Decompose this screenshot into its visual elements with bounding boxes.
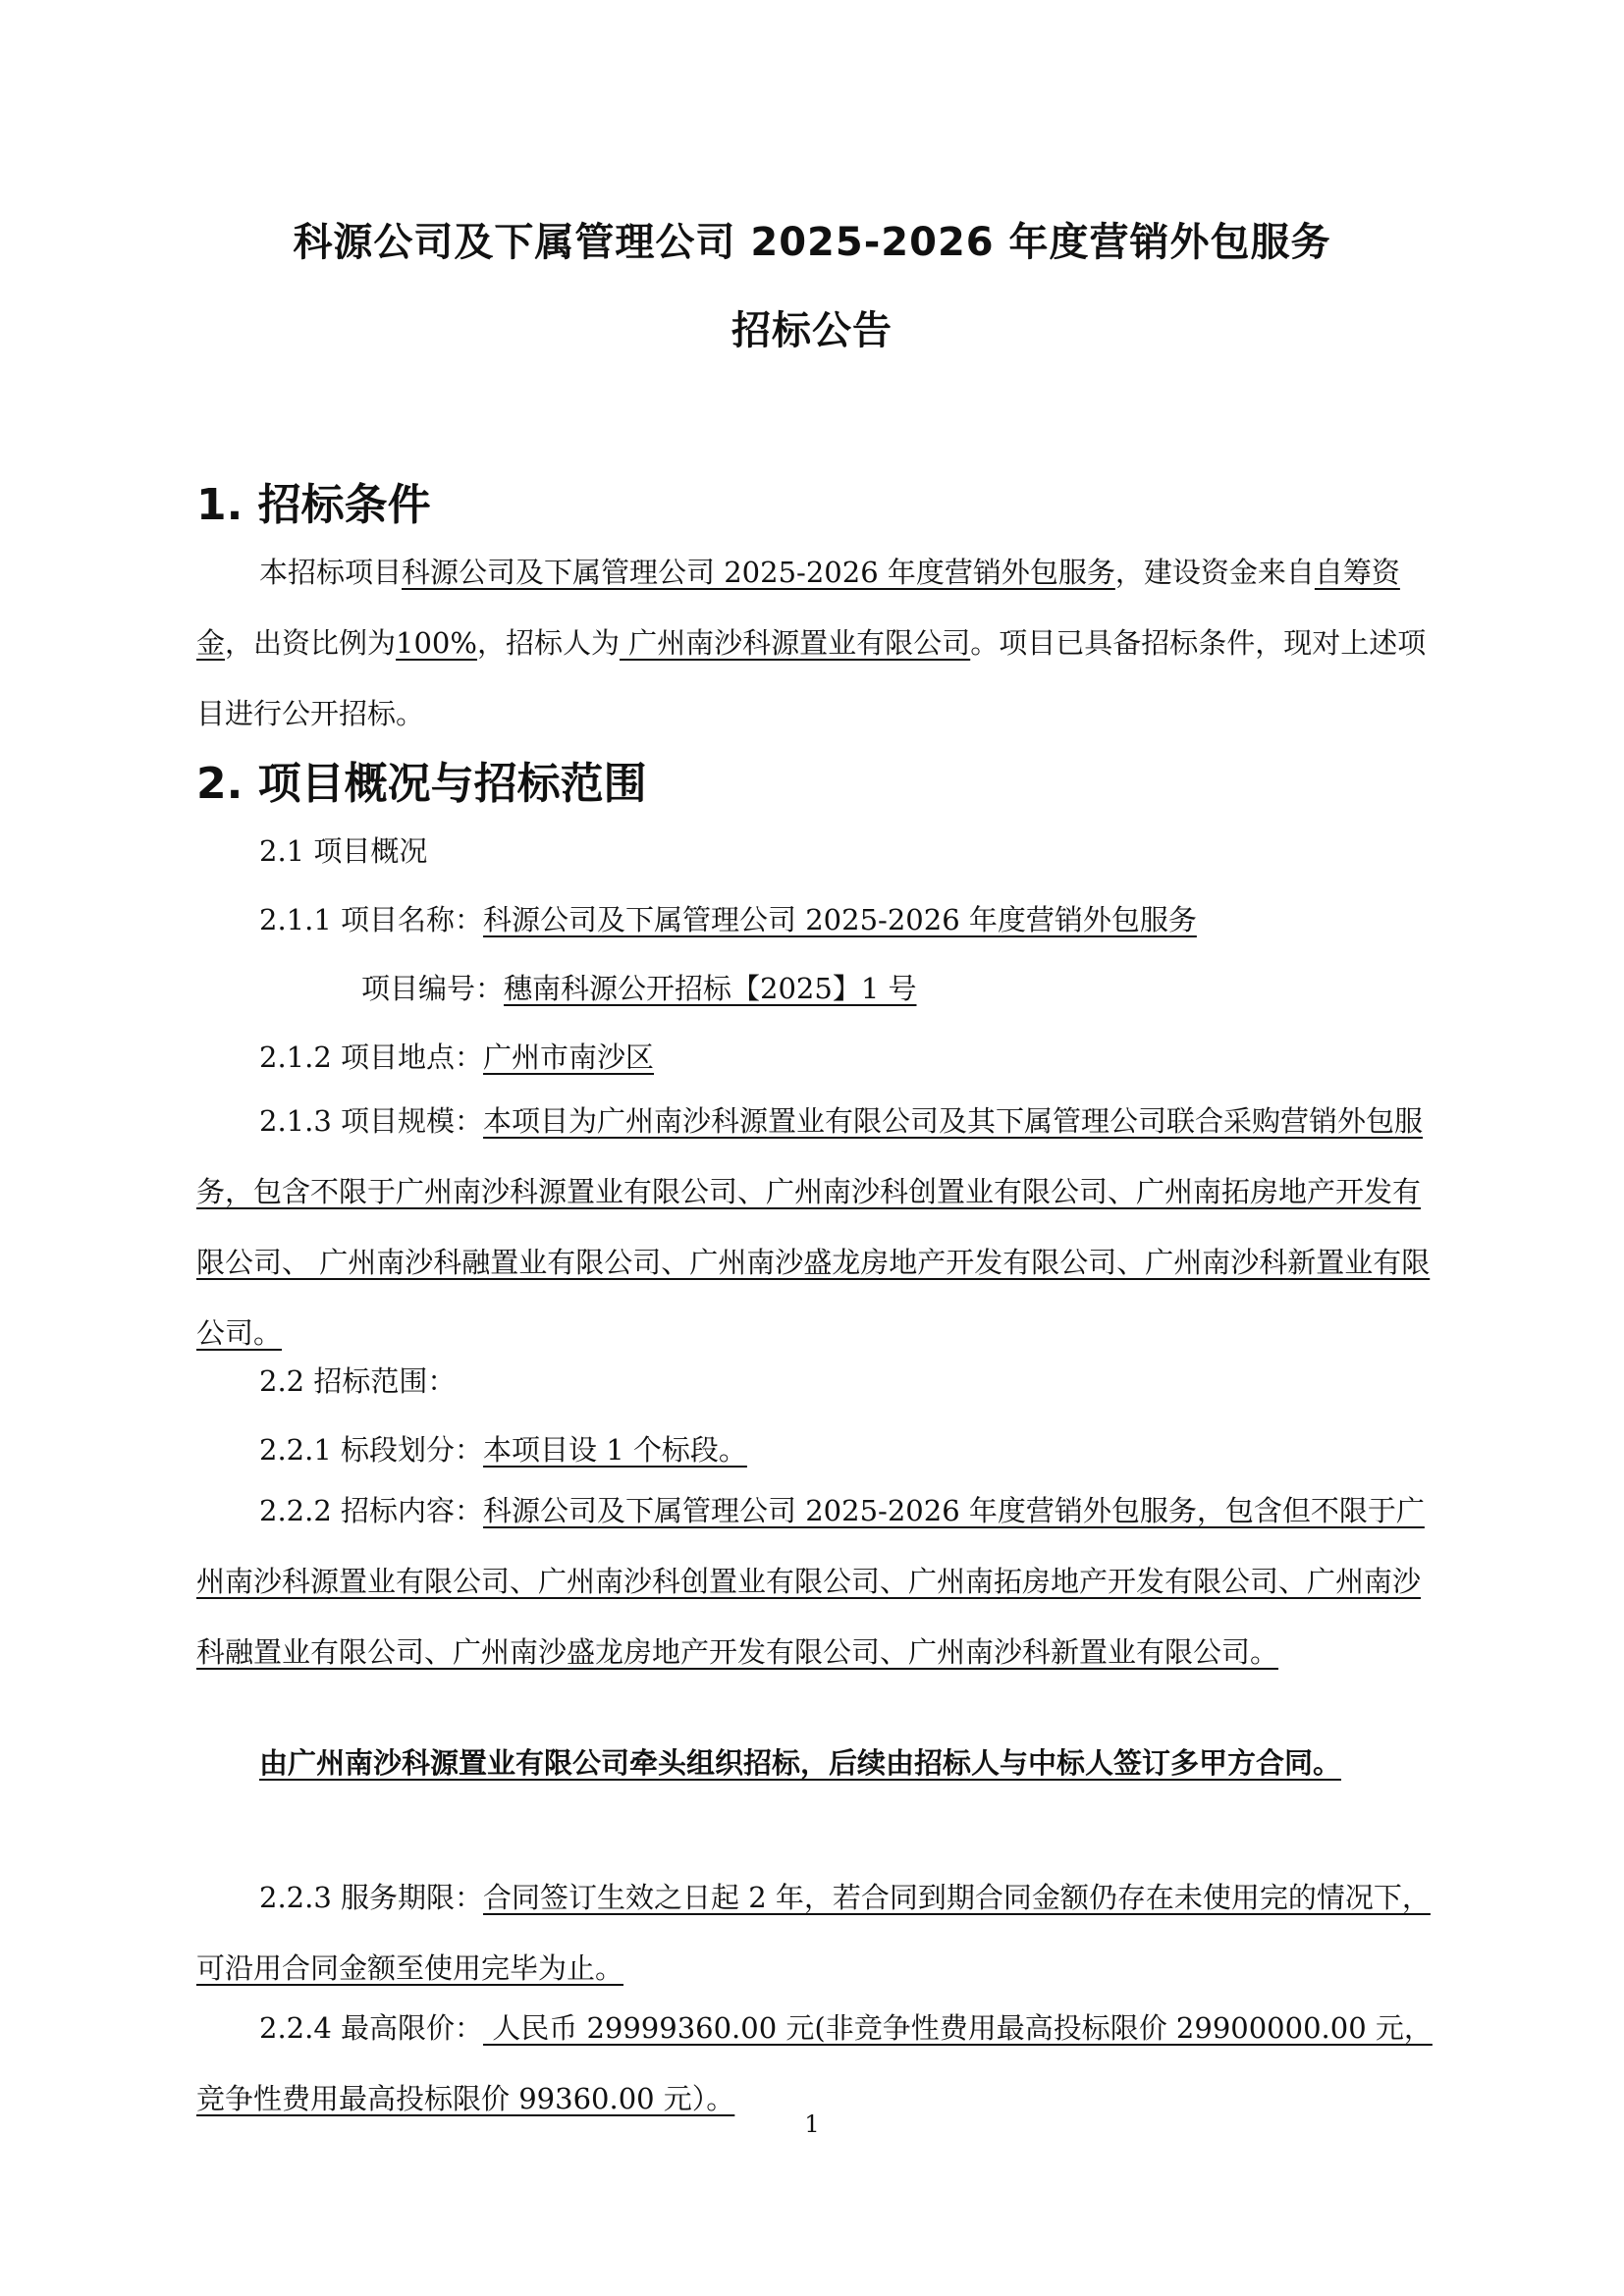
field-value: 科源公司及下属管理公司 2025-2026 年度营销外包服务 (483, 903, 1197, 936)
service-period-paragraph (196, 1862, 1438, 2003)
fund-ratio: 100% (396, 626, 477, 660)
text-run: ，招标人为 (476, 626, 620, 660)
field-value: 穗南科源公开招标【2025】1 号 (504, 972, 917, 1005)
field-label: 2.2.1 标段划分： (259, 1433, 484, 1467)
project-scale-paragraph (196, 1086, 1438, 1368)
field-value: 广州市南沙区 (483, 1041, 655, 1074)
field-label: 2.1.3 项目规模： (259, 1104, 484, 1138)
subsection-2-1-title: 2.1 项目概况 (259, 834, 428, 868)
field-label: 2.2.4 最高限价： (259, 2011, 484, 2045)
project-code-line (361, 967, 917, 1007)
field-value: 本项目设 1 个标段。 (483, 1433, 747, 1467)
project-name: 科源公司及下属管理公司 2025-2026 年度营销外包服务 (402, 556, 1115, 589)
text-run: ，建设资金来自 (1114, 556, 1315, 589)
section-1-paragraph (196, 537, 1438, 749)
project-name-line (259, 898, 1197, 938)
text-run: ，出资比例为 (225, 626, 397, 660)
doc-title-line1: 科源公司及下属管理公司 2025-2026 年度营销外包服务 (293, 220, 1331, 265)
section-2-heading: 2. 项目概况与招标范围 (196, 759, 647, 809)
text-run: 。项目已具备招标条件，现对上述项目进行公开招标。 (196, 626, 1427, 730)
field-label: 2.2.3 服务期限： (259, 1881, 484, 1914)
field-label: 2.2.2 招标内容： (259, 1494, 484, 1527)
field-label: 2.1.2 项目地点： (259, 1041, 484, 1074)
lot-division-line (259, 1428, 747, 1468)
project-location-line (259, 1036, 654, 1076)
section-1-heading: 1. 招标条件 (196, 480, 431, 530)
tender-content-paragraph (196, 1475, 1438, 1687)
tenderer-name: 广州南沙科源置业有限公司 (619, 626, 971, 660)
lead-tenderer-note: 由广州南沙科源置业有限公司牵头组织招标，后续由招标人与中标人签订多甲方合同。 (259, 1746, 1342, 1780)
field-value: 人民币 29999360.00 元(非竞争性费用最高投标限价 29900000.00 元，竞争性费用最高投标限价 99360.00 元）。 (196, 2011, 1433, 2115)
text-run: 本招标项目 (259, 556, 403, 589)
field-label: 项目编号： (361, 972, 505, 1005)
subsection-2-2-title: 2.2 招标范围： (259, 1364, 457, 1398)
field-label: 2.1.1 项目名称： (259, 903, 484, 936)
fund-source: 自筹资金 (196, 556, 1400, 660)
field-value: 本项目为广州南沙科源置业有限公司及其下属管理公司联合采购营销外包服务，包含不限于广州南沙科源置业有限公司、广州南沙科创置业有限公司、广州南拓房地产开发有限公司、 广州南沙科融置业有限公司、广州南沙盛龙房地产开发有限公司、广州南沙科新置业有限公司。 (196, 1104, 1431, 1350)
page-number: 1 (804, 2110, 820, 2138)
field-value: 合同签订生效之日起 2 年，若合同到期合同金额仍存在未使用完的情况下，可沿用合同金额至使用完毕为止。 (196, 1881, 1431, 1985)
doc-title-line2: 招标公告 (731, 308, 893, 353)
field-value: 科源公司及下属管理公司 2025-2026 年度营销外包服务，包含但不限于广州南沙科源置业有限公司、广州南沙科创置业有限公司、广州南拓房地产开发有限公司、广州南沙科融置业有限公司、广州南沙盛龙房地产开发有限公司、广州南沙科新置业有限公司。 (196, 1494, 1425, 1669)
